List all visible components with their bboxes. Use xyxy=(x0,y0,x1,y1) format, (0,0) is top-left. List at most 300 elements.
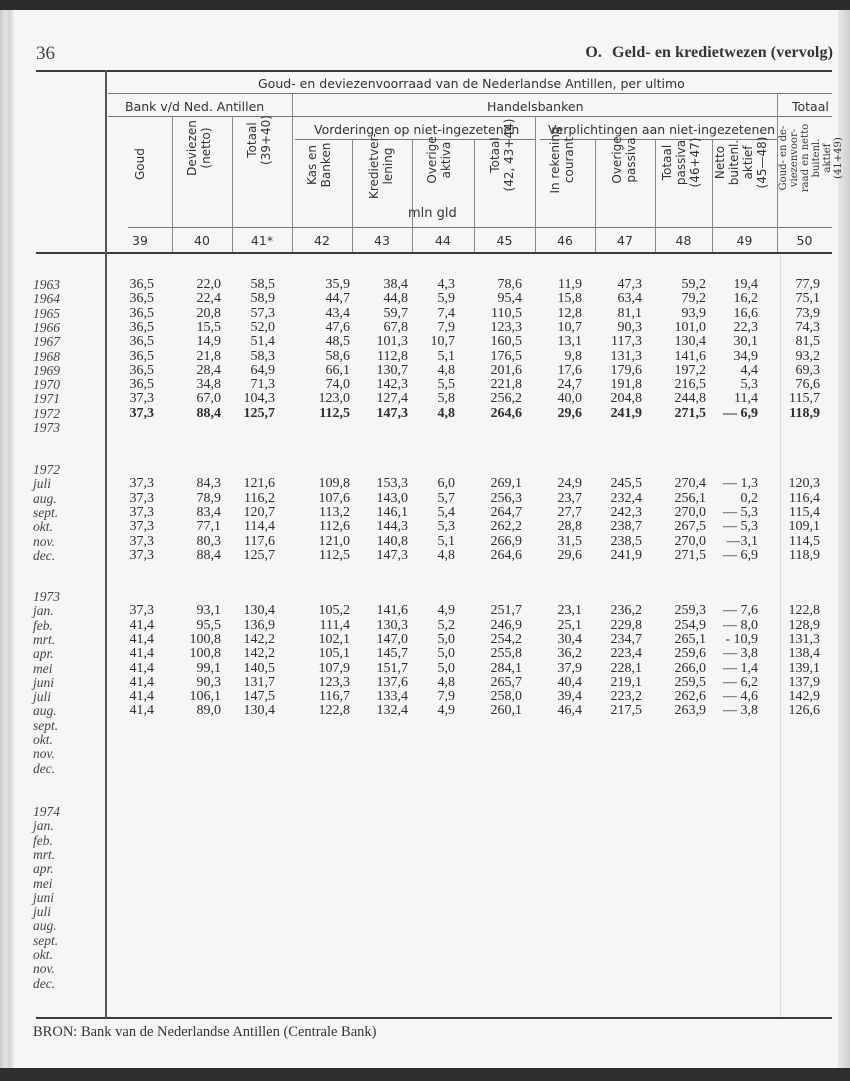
table-cell: 40,4 xyxy=(557,674,582,690)
table-cell: 11,9 xyxy=(558,277,582,292)
table-cell: 270,4 xyxy=(674,476,706,492)
table-row xyxy=(0,905,850,919)
header-rule-1 xyxy=(108,93,832,94)
table-cell: 256,2 xyxy=(490,391,522,407)
group-commercial-banks: Handelsbanken xyxy=(487,99,584,114)
row-label-month: mrt. xyxy=(33,846,56,862)
table-cell: 40,0 xyxy=(557,391,582,407)
col-number: 40 xyxy=(194,233,210,248)
group-liabilities: Verplichtingen aan niet-ingezetenen xyxy=(548,122,776,137)
table-cell: 36,5 xyxy=(129,277,154,292)
table-cell: 112,5 xyxy=(319,547,350,563)
table-cell: 223,2 xyxy=(610,689,642,705)
table-cell: 90,3 xyxy=(196,674,221,690)
row-label-month: nov. xyxy=(33,746,55,762)
table-cell: 244,8 xyxy=(674,391,706,407)
table-cell: 80,3 xyxy=(196,533,221,549)
table-cell: 254,9 xyxy=(674,617,706,633)
table-cell: 5,3 xyxy=(740,377,758,393)
col-label-totaal-39-40: Totaal (39+40) xyxy=(245,115,273,165)
table-cell: 35,9 xyxy=(325,277,350,292)
table-cell: 4,3 xyxy=(437,277,455,292)
table-cell: 10,7 xyxy=(557,319,582,335)
table-cell: 131,7 xyxy=(243,674,275,690)
table-cell: 204,8 xyxy=(610,391,642,407)
row-label-month: 1973 xyxy=(33,420,60,435)
table-cell: 107,9 xyxy=(318,660,350,676)
table-cell: 59,2 xyxy=(681,277,706,292)
group-central-bank: Bank v/d Ned. Antillen xyxy=(125,99,265,114)
table-cell: 130,4 xyxy=(674,334,706,350)
table-cell: 123,3 xyxy=(490,319,522,335)
row-label-month: 1972 xyxy=(33,405,60,421)
table-cell: 37,3 xyxy=(129,547,154,563)
row-label-month: apr. xyxy=(33,646,54,662)
row-label-month: nov. xyxy=(33,961,55,977)
table-cell: 107,6 xyxy=(318,490,350,506)
table-top-rule xyxy=(36,70,832,72)
scan-top-edge xyxy=(0,0,850,10)
table-cell: 264,7 xyxy=(490,504,522,520)
table-cell: 191,8 xyxy=(610,377,642,393)
table-cell: 123,0 xyxy=(318,391,350,407)
table-cell: 139,1 xyxy=(788,660,820,676)
table-cell: 118,9 xyxy=(789,405,820,421)
table-cell: 95,4 xyxy=(497,291,522,307)
table-cell: 116,4 xyxy=(789,490,820,506)
table-cell: 147,3 xyxy=(376,547,408,563)
row-label-month: dec. xyxy=(33,760,56,776)
header-rule-2 xyxy=(108,116,832,117)
table-cell: 95,5 xyxy=(196,617,221,633)
table-cell: 77,1 xyxy=(196,519,221,535)
table-cell: 140,8 xyxy=(376,533,408,549)
table-cell: 238,5 xyxy=(610,533,642,549)
table-row xyxy=(0,919,850,933)
table-row xyxy=(0,962,850,976)
table-cell: 39,4 xyxy=(557,689,582,705)
group-total: Totaal xyxy=(792,99,829,114)
row-label-month: jan. xyxy=(33,818,54,834)
table-cell: 266,9 xyxy=(490,533,522,549)
table-cell: 41,4 xyxy=(129,631,154,647)
table-cell: 58,5 xyxy=(250,277,275,292)
table-row xyxy=(0,819,850,833)
table-cell: 105,1 xyxy=(318,646,350,662)
table-row xyxy=(0,421,850,435)
table-cell: 22,3 xyxy=(733,319,758,335)
header-rule-colnum xyxy=(128,227,832,228)
table-cell: 262,2 xyxy=(490,519,522,535)
table-cell: 229,8 xyxy=(610,617,642,633)
table-cell: 84,3 xyxy=(196,476,221,492)
table-bottom-rule xyxy=(36,1017,832,1019)
col-number: 39 xyxy=(132,233,148,248)
table-cell: 21,8 xyxy=(196,348,221,364)
row-label-month: feb. xyxy=(33,617,53,633)
table-cell: 37,3 xyxy=(129,504,154,520)
table-cell: 74,3 xyxy=(795,319,820,335)
table-cell: 23,7 xyxy=(557,490,582,506)
table-row xyxy=(0,862,850,876)
col-number: 50 xyxy=(796,233,813,248)
col-label-overige-aktiva: Overige aktiva xyxy=(425,136,453,184)
table-cell: 114,4 xyxy=(244,519,275,535)
table-cell: 64,9 xyxy=(250,362,275,378)
table-cell: 93,2 xyxy=(795,348,820,364)
table-cell: 256,1 xyxy=(674,490,706,506)
table-cell: 269,1 xyxy=(490,476,522,492)
table-cell: — 6,9 xyxy=(723,405,758,421)
table-cell: 41,4 xyxy=(129,689,154,705)
table-cell: 110,5 xyxy=(491,305,522,321)
table-cell: 219,1 xyxy=(610,674,642,690)
table-cell: 256,3 xyxy=(490,490,522,506)
table-cell: 132,4 xyxy=(376,703,408,719)
table-cell: 265,7 xyxy=(490,674,522,690)
table-cell: 5,0 xyxy=(437,646,455,662)
table-cell: 5,0 xyxy=(437,631,455,647)
table-cell: 100,8 xyxy=(189,631,221,647)
table-cell: 30,4 xyxy=(557,631,582,647)
section-letter: O. xyxy=(585,44,603,61)
table-cell: — 7,6 xyxy=(723,603,758,619)
table-cell: 93,1 xyxy=(196,603,221,619)
table-cell: 41,4 xyxy=(129,646,154,662)
table-cell: 36,5 xyxy=(129,319,154,335)
table-cell: 78,9 xyxy=(196,490,221,506)
row-label-month: okt. xyxy=(33,732,53,747)
table-cell: 16,2 xyxy=(733,291,758,307)
col-label-rekening-courant: In rekening courant xyxy=(548,126,576,194)
table-cell: 153,3 xyxy=(376,476,408,492)
table-cell: 43,4 xyxy=(325,305,350,321)
table-cell: 13,1 xyxy=(557,334,582,350)
table-cell: 147,5 xyxy=(243,689,275,705)
row-label-month: aug. xyxy=(33,703,57,719)
table-cell: 30,1 xyxy=(733,334,758,350)
col-number: 44 xyxy=(435,233,451,248)
table-cell: 46,4 xyxy=(557,703,582,719)
col-label-overige-passiva: Overige passiva xyxy=(610,136,638,184)
table-cell: 16,6 xyxy=(733,305,758,321)
table-cell: 7,4 xyxy=(437,305,455,321)
table-cell: 67,8 xyxy=(383,319,408,335)
table-cell: 0,2 xyxy=(740,490,758,506)
table-cell: 101,3 xyxy=(376,334,408,350)
col-label-goud: Goud xyxy=(133,148,147,180)
table-cell: 246,9 xyxy=(490,617,522,633)
table-cell: — 1,4 xyxy=(723,660,758,676)
table-cell: 37,3 xyxy=(129,603,154,619)
table-cell: 37,9 xyxy=(557,660,582,676)
col-number: 45 xyxy=(496,233,513,248)
table-cell: 142,9 xyxy=(788,689,820,705)
table-cell: 17,6 xyxy=(557,362,582,378)
table-cell: 112,6 xyxy=(319,519,350,535)
table-cell: 34,9 xyxy=(733,348,758,364)
table-row xyxy=(0,848,850,862)
table-cell: 254,2 xyxy=(490,631,522,647)
table-cell: 5,3 xyxy=(437,519,455,535)
table-row xyxy=(0,747,850,761)
table-cell: 109,1 xyxy=(788,519,820,535)
row-label-month: 1969 xyxy=(33,362,60,378)
table-cell: 48,5 xyxy=(325,334,350,350)
page-number: 36 xyxy=(36,43,55,64)
table-cell: 232,4 xyxy=(610,490,642,506)
row-label-month: sept. xyxy=(33,932,59,948)
table-cell: 266,0 xyxy=(674,660,706,676)
table-cell: 73,9 xyxy=(795,305,820,321)
row-label-month: juli xyxy=(33,689,52,705)
table-cell: 22,0 xyxy=(196,277,221,292)
table-cell: 9,8 xyxy=(564,348,582,364)
section-title: Geld- en kredietwezen (vervolg) xyxy=(612,44,833,61)
table-cell: 19,4 xyxy=(733,277,758,292)
table-cell: 11,4 xyxy=(734,391,758,407)
col-label-totaal-passiva: Totaal passiva (46+47) xyxy=(660,137,702,188)
table-cell: 271,5 xyxy=(674,405,706,421)
col-divider xyxy=(292,94,293,252)
table-cell: 57,3 xyxy=(250,305,275,321)
table-cell: 5,2 xyxy=(437,617,455,633)
table-cell: — 8,0 xyxy=(723,617,758,633)
table-cell: 23,1 xyxy=(557,603,582,619)
table-cell: 133,4 xyxy=(376,689,408,705)
table-cell: 142,2 xyxy=(243,631,275,647)
table-cell: 120,3 xyxy=(788,476,820,492)
table-cell: 14,9 xyxy=(196,334,221,350)
table-cell: 238,7 xyxy=(610,519,642,535)
table-cell: 105,2 xyxy=(318,603,350,619)
page-heading xyxy=(585,44,833,62)
table-cell: — 4,6 xyxy=(723,689,758,705)
table-cell: 31,5 xyxy=(557,533,582,549)
table-cell: 36,5 xyxy=(129,362,154,378)
table-cell: 81,1 xyxy=(617,305,642,321)
unit-label: mln gld xyxy=(408,206,457,221)
table-row xyxy=(0,934,850,948)
table-cell: 89,0 xyxy=(196,703,221,719)
table-cell: 37,3 xyxy=(129,533,154,549)
col-label-deviezen: Deviezen (netto) xyxy=(185,120,213,176)
table-cell: 5,9 xyxy=(437,291,455,307)
table-cell: 131,3 xyxy=(610,348,642,364)
table-cell: 146,1 xyxy=(376,504,408,520)
table-cell: 122,8 xyxy=(788,603,820,619)
table-cell: 258,0 xyxy=(490,689,522,705)
row-label-month: okt. xyxy=(33,519,53,535)
table-cell: 37,3 xyxy=(129,391,154,407)
table-row xyxy=(0,834,850,848)
table-cell: 114,5 xyxy=(789,533,820,549)
table-cell: 88,4 xyxy=(196,547,221,563)
table-cell: 15,5 xyxy=(196,319,221,335)
table-cell: 141,6 xyxy=(376,603,408,619)
col-number: 42 xyxy=(314,233,330,248)
col-label-kas-banken: Kas en Banken xyxy=(305,142,333,188)
row-label-year: 1973 xyxy=(33,589,60,604)
row-label-month: apr. xyxy=(33,861,54,877)
table-cell: 41,4 xyxy=(129,674,154,690)
row-label-month: 1968 xyxy=(33,348,60,364)
table-cell: 101,0 xyxy=(674,319,706,335)
table-row xyxy=(0,948,850,962)
table-cell: 137,6 xyxy=(376,674,408,690)
col-number: 49 xyxy=(736,233,753,248)
table-cell: 44,8 xyxy=(383,291,408,307)
table-cell: 242,3 xyxy=(610,504,642,520)
table-cell: 4,8 xyxy=(437,547,455,563)
table-cell: —3,1 xyxy=(726,533,758,549)
col-number: 41* xyxy=(250,233,274,248)
row-label-month: juli xyxy=(33,904,52,920)
table-cell: 197,2 xyxy=(674,362,706,378)
table-cell: 128,9 xyxy=(788,617,820,633)
table-cell: 28,4 xyxy=(196,362,221,378)
col-label-kredietverlening: Kredietver- lening xyxy=(367,133,395,199)
table-cell: 10,7 xyxy=(430,334,455,350)
table-cell: 117,6 xyxy=(244,533,275,549)
table-cell: 118,9 xyxy=(789,547,820,563)
table-cell: 131,3 xyxy=(788,631,820,647)
table-cell: 130,3 xyxy=(376,617,408,633)
table-cell: 130,7 xyxy=(376,362,408,378)
table-cell: 36,5 xyxy=(129,377,154,393)
table-row xyxy=(0,762,850,776)
table-cell: 29,6 xyxy=(557,405,582,421)
table-cell: 138,4 xyxy=(788,646,820,662)
table-title: Goud- en deviezenvoorraad van de Nederlandse Antillen, per ultimo xyxy=(258,76,685,91)
table-cell: 7,9 xyxy=(437,319,455,335)
table-cell: 142,2 xyxy=(243,646,275,662)
table-cell: 136,9 xyxy=(243,617,275,633)
table-cell: 76,6 xyxy=(795,377,820,393)
table-cell: 100,8 xyxy=(189,646,221,662)
table-cell: — 5,3 xyxy=(723,519,758,535)
table-cell: 102,1 xyxy=(318,631,350,647)
col-number: 46 xyxy=(557,233,573,248)
table-cell: 47,6 xyxy=(325,319,350,335)
table-cell: 37,3 xyxy=(129,490,154,506)
table-cell: 262,6 xyxy=(674,689,706,705)
row-label-month: sept. xyxy=(33,504,59,520)
table-cell: 140,5 xyxy=(243,660,275,676)
table-cell: 113,2 xyxy=(319,504,350,520)
table-cell: 69,3 xyxy=(795,362,820,378)
table-cell: 130,4 xyxy=(243,703,275,719)
table-cell: 241,9 xyxy=(610,405,642,421)
table-cell: 109,8 xyxy=(318,476,350,492)
table-cell: 41,4 xyxy=(129,617,154,633)
table-row xyxy=(0,977,850,991)
row-label-month: 1970 xyxy=(33,377,60,393)
table-cell: 99,1 xyxy=(196,660,221,676)
table-cell: 6,0 xyxy=(437,476,455,492)
table-cell: 137,9 xyxy=(788,674,820,690)
table-row xyxy=(0,877,850,891)
table-cell: 36,2 xyxy=(557,646,582,662)
table-cell: 7,9 xyxy=(437,689,455,705)
table-cell: 90,3 xyxy=(617,319,642,335)
table-cell: 251,7 xyxy=(490,603,522,619)
table-cell: 41,4 xyxy=(129,660,154,676)
col-number: 43 xyxy=(374,233,390,248)
table-cell: 141,6 xyxy=(674,348,706,364)
table-cell: — 3,8 xyxy=(723,646,758,662)
table-cell: 236,2 xyxy=(610,603,642,619)
table-cell: 22,4 xyxy=(196,291,221,307)
table-cell: 116,7 xyxy=(319,689,350,705)
group-claims: Vorderingen op niet-ingezetenen xyxy=(314,122,520,137)
table-row xyxy=(0,733,850,747)
table-cell: 216,5 xyxy=(674,377,706,393)
row-label-month: dec. xyxy=(33,547,56,563)
table-cell: 27,7 xyxy=(557,504,582,520)
table-cell: 4,8 xyxy=(437,362,455,378)
table-cell: 121,0 xyxy=(318,533,350,549)
row-label-month: 1963 xyxy=(33,277,60,292)
table-cell: 284,1 xyxy=(490,660,522,676)
table-cell: 145,7 xyxy=(376,646,408,662)
table-cell: — 6,2 xyxy=(723,674,758,690)
table-cell: 147,3 xyxy=(376,405,408,421)
table-cell: 179,6 xyxy=(610,362,642,378)
table-cell: 125,7 xyxy=(243,547,275,563)
table-cell: 259,5 xyxy=(674,674,706,690)
table-cell: 79,2 xyxy=(681,291,706,307)
table-cell: 264,6 xyxy=(490,405,522,421)
table-cell: 5,7 xyxy=(437,490,455,506)
table-cell: 271,5 xyxy=(674,547,706,563)
table-cell: 126,6 xyxy=(788,703,820,719)
row-label-month: sept. xyxy=(33,717,59,733)
table-cell: 228,1 xyxy=(610,660,642,676)
table-cell: — 6,9 xyxy=(723,547,758,563)
col-label-netto-buitenl-aktief: Netto buitenl. aktief (45—48) xyxy=(713,136,769,189)
table-cell: — 3,8 xyxy=(723,703,758,719)
col-divider xyxy=(535,117,536,252)
table-row xyxy=(0,719,850,733)
table-cell: 58,3 xyxy=(250,348,275,364)
table-cell: 24,9 xyxy=(557,476,582,492)
row-label-month: 1967 xyxy=(33,334,60,350)
table-cell: 265,1 xyxy=(674,631,706,647)
row-label-month: okt. xyxy=(33,947,53,962)
table-cell: 47,3 xyxy=(617,277,642,292)
table-cell: 37,3 xyxy=(129,519,154,535)
table-cell: 176,5 xyxy=(490,348,522,364)
table-cell: 264,6 xyxy=(490,547,522,563)
table-cell: 104,3 xyxy=(243,391,275,407)
table-cell: 115,7 xyxy=(789,391,820,407)
table-cell: 259,6 xyxy=(674,646,706,662)
table-cell: 37,3 xyxy=(129,405,154,421)
col-label-totaal-goud-netto: Goud- en de- viezenvoor- raad en netto buitenl. aktief (41+49) xyxy=(778,123,844,193)
table-cell: 93,9 xyxy=(681,305,706,321)
table-cell: 112,5 xyxy=(319,405,350,421)
table-cell: 5,8 xyxy=(437,391,455,407)
row-label-month: mei xyxy=(33,875,53,891)
table-cell: 75,1 xyxy=(795,291,820,307)
table-cell: — 5,3 xyxy=(723,504,758,520)
table-cell: 28,8 xyxy=(557,519,582,535)
table-cell: 259,3 xyxy=(674,603,706,619)
table-cell: 123,3 xyxy=(318,674,350,690)
row-label-month: 1965 xyxy=(33,305,60,321)
table-cell: 34,8 xyxy=(196,377,221,393)
